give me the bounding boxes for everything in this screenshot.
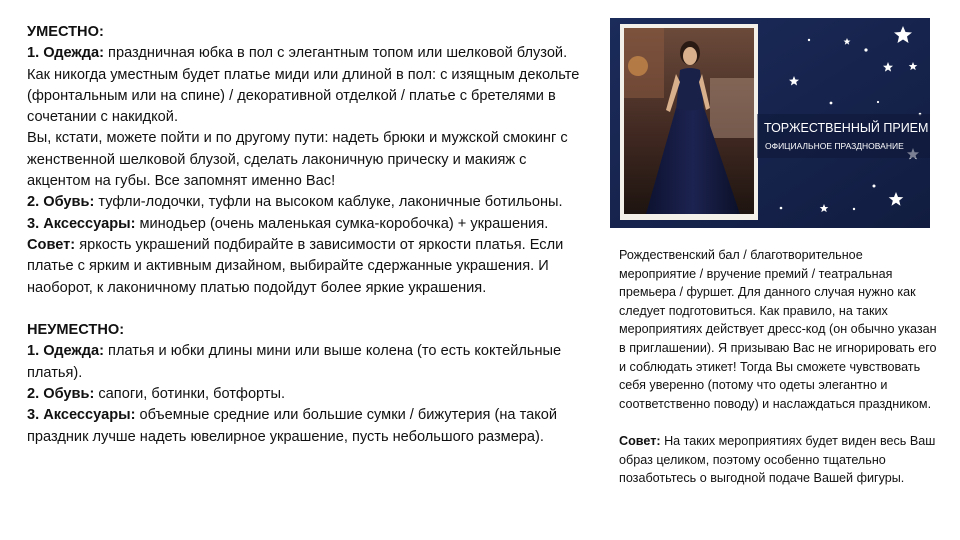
dress-top [676,68,704,112]
caption-banner [757,114,930,158]
appropriate-shoes-text: туфли-лодочки, туфли на высоком каблуке, лаконичные ботильоны. [94,194,563,211]
room-photo [620,24,758,220]
side-tip-text: На таких мероприятиях будет виден весь Ваш образ целиком, поэтому особенно тщательно позаботьтесь о выгодной подаче Вашей фигуры. [619,433,936,486]
inappropriate-shoes-text: сапоги, ботинки, ботфорты. [94,386,286,403]
side-text-column [619,246,937,488]
appropriate-clothing [27,43,587,128]
appropriate-tip [27,235,587,299]
inappropriate-clothing-text: платья и юбки длины мини или выше колена (то есть коктейльные платья). [27,343,562,381]
formal-event-image [610,18,930,228]
paragraph-gap [619,413,937,432]
appropriate-accessories-label: 3. Аксессуары: [27,215,136,232]
appropriate-clothing-extra: Вы, кстати, можете пойти и по другому пути: надеть брюки и мужской смокинг с женственной шелковой блузой, сделать лаконичную прическу и макияж с акцентом на губы. Все запомнят именно Вас! [27,130,568,190]
armchair [710,78,754,138]
inappropriate-shoes-label: 2. Обувь: [27,386,95,403]
woman-face [683,47,697,65]
event-description: Рождественский бал / благотворительное мероприятие / вручение премий / театральная премьера / фуршет. Для данного случая нужно как следует подготовиться. Как правило, на таких мероприятиях действует дресс-код (он обычно указан в приглашении). Я призываю Вас не игнорировать его и соблюдать этикет! Тогда Вы сможете чувствовать себя уверенно (потому что одеты элегантно и соответственно поводу) и наслаждаться праздником. [619,248,937,411]
inappropriate-clothing-label: 1. Одежда: [27,343,104,360]
appropriate-accessories-text: минодьер (очень маленькая сумка-коробочка) + украшения. [135,215,549,232]
appropriate-accessories [27,214,587,235]
inappropriate-shoes [27,384,587,405]
appropriate-tip-label: Совет: [27,236,76,253]
side-tip-label: Совет: [619,433,661,448]
inappropriate-clothing [27,341,587,384]
appropriate-heading: УМЕСТНО: [27,24,104,40]
inappropriate-accessories-text: объемные средние или большие сумки / бижутерия (на такой праздник лучше надеть ювелирное украшение, пусть небольшого размера). [27,407,558,445]
appropriate-clothing-text: праздничная юбка в пол с элегантным топом или шелковой блузой. Как никогда уместным будет платье миди или длиной в пол: с изящным декольте (фронтальным или на спине) / декоративной отделкой / платье с бретелями в сочетании с накидкой. [27,45,580,126]
side-tip [619,432,937,488]
appropriate-clothing-label: 1. Одежда: [27,45,104,62]
image-title: ТОРЖЕСТВЕННЫЙ ПРИЕМ [764,121,929,135]
inappropriate-heading: НЕУМЕСТНО: [27,322,125,339]
appropriate-shoes [27,192,587,213]
formal-event-illustration [610,18,930,228]
image-subtitle: ОФИЦИАЛЬНОЕ ПРАЗДНОВАНИЕ [765,141,904,151]
paragraph-gap [27,299,587,320]
main-text-column [27,22,587,448]
appropriate-shoes-label: 2. Обувь: [27,194,95,211]
inappropriate-accessories [27,405,587,448]
fireplace-light [628,56,648,76]
inappropriate-accessories-label: 3. Аксессуары: [27,407,136,424]
appropriate-tip-text: яркость украшений подбирайте в зависимости от яркости платья. Если платье с ярким и активным дизайном, выбирайте сдержанные украшения. И наоборот, к лаконичному платью подойдут более яркие украшения. [27,236,564,296]
